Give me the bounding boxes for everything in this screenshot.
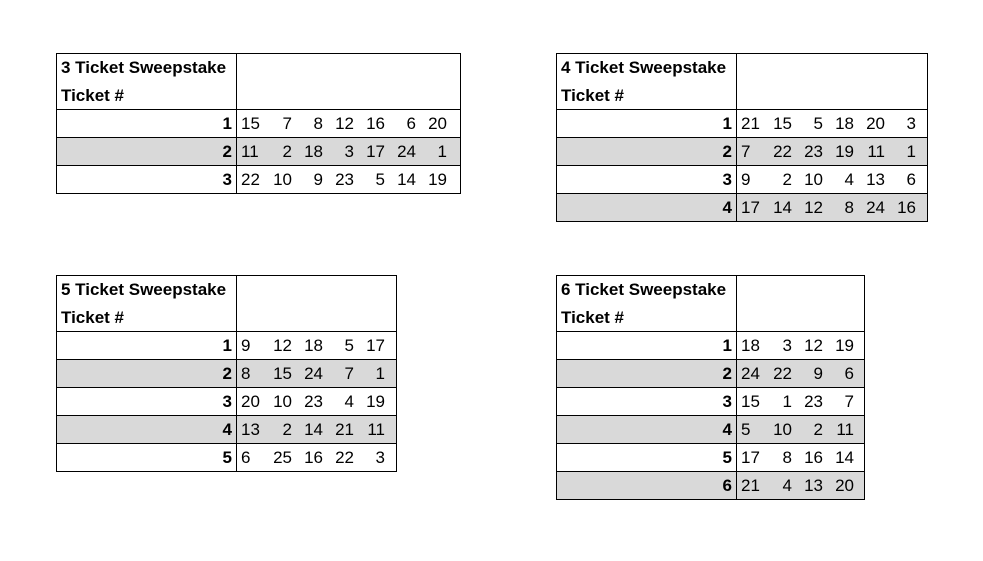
ticket-number-value: 25 (273, 447, 292, 467)
table-row (557, 109, 928, 137)
ticket-number-value: 14 (835, 447, 854, 467)
ticket-number-value: 22 (335, 447, 354, 467)
table-row (57, 165, 461, 193)
table-title: 4 Ticket Sweepstake (557, 54, 737, 82)
ticket-number: 1 (57, 331, 237, 359)
ticket-numbers (737, 359, 865, 387)
ticket-number-value: 23 (304, 391, 323, 411)
table-row (557, 193, 928, 221)
ticket-number-value: 9 (313, 169, 323, 189)
ticket-number-value: 22 (773, 141, 792, 161)
ticket-number-value: 17 (741, 447, 760, 467)
ticket-number-value: 18 (304, 141, 323, 161)
ticket-number: 1 (557, 331, 737, 359)
ticket-number-value: 24 (866, 197, 885, 217)
ticket-number-value: 1 (375, 363, 385, 383)
ticket-numbers (237, 387, 397, 415)
ticket-numbers (237, 415, 397, 443)
ticket-column-header: Ticket # (57, 304, 237, 332)
table-row (557, 137, 928, 165)
ticket-number-value: 11 (367, 419, 385, 439)
ticket-number: 2 (57, 137, 237, 165)
table-row (557, 331, 865, 359)
ticket-number-value: 5 (344, 335, 354, 355)
ticket-numbers (737, 415, 865, 443)
ticket-number-value: 12 (273, 335, 292, 355)
ticket-number-value: 18 (304, 335, 323, 355)
table-row (57, 443, 397, 471)
ticket-numbers (737, 331, 865, 359)
ticket-number-value: 17 (366, 335, 385, 355)
ticket-number-value: 6 (241, 447, 251, 467)
table-row (557, 387, 865, 415)
ticket-number-value: 16 (304, 447, 323, 467)
ticket-number: 2 (557, 137, 737, 165)
ticket-number-value: 20 (428, 113, 447, 133)
table-row (557, 165, 928, 193)
header-blank-cell (737, 54, 928, 110)
ticket-numbers (737, 165, 928, 193)
ticket-number: 1 (57, 109, 237, 137)
ticket-column-header: Ticket # (557, 304, 737, 332)
ticket-number-value: 11 (241, 141, 259, 161)
ticket-number-value: 4 (782, 475, 792, 495)
ticket-numbers (237, 443, 397, 471)
ticket-number: 3 (557, 387, 737, 415)
table-row (57, 387, 397, 415)
ticket-number-value: 19 (366, 391, 385, 411)
ticket-number-value: 4 (844, 169, 854, 189)
sweepstake-table-4 (556, 53, 928, 222)
ticket-number-value: 24 (397, 141, 416, 161)
ticket-number-value: 11 (836, 419, 854, 439)
ticket-number-value: 24 (741, 363, 760, 383)
ticket-number-value: 18 (741, 335, 760, 355)
ticket-number-value: 17 (366, 141, 385, 161)
table-row (557, 471, 865, 499)
sweepstake-table-5 (56, 275, 397, 472)
ticket-number-value: 15 (273, 363, 292, 383)
ticket-numbers (237, 165, 461, 193)
ticket-number: 6 (557, 471, 737, 499)
ticket-numbers (237, 359, 397, 387)
table-row (57, 415, 397, 443)
ticket-number-value: 10 (773, 419, 792, 439)
ticket-number-value: 22 (773, 363, 792, 383)
ticket-number-value: 5 (813, 113, 823, 133)
ticket-number: 4 (57, 415, 237, 443)
ticket-number-value: 2 (782, 169, 792, 189)
ticket-number: 3 (57, 387, 237, 415)
sweepstake-table-6 (556, 275, 865, 500)
ticket-number-value: 21 (335, 419, 354, 439)
ticket-number-value: 8 (241, 363, 251, 383)
table-title: 6 Ticket Sweepstake (557, 276, 737, 304)
ticket-number: 4 (557, 193, 737, 221)
ticket-number-value: 12 (335, 113, 354, 133)
ticket-number-value: 2 (282, 419, 292, 439)
ticket-number-value: 7 (741, 141, 751, 161)
ticket-number-value: 3 (782, 335, 792, 355)
ticket-numbers (737, 443, 865, 471)
ticket-number-value: 21 (741, 113, 760, 133)
ticket-number-value: 19 (428, 169, 447, 189)
table-row (57, 331, 397, 359)
ticket-number-value: 15 (241, 113, 260, 133)
ticket-number-value: 10 (273, 169, 292, 189)
ticket-number-value: 9 (813, 363, 823, 383)
table-row (557, 415, 865, 443)
ticket-number-value: 23 (335, 169, 354, 189)
ticket-number-value: 3 (906, 113, 916, 133)
ticket-number-value: 19 (835, 141, 854, 161)
ticket-number: 3 (57, 165, 237, 193)
ticket-numbers (737, 471, 865, 499)
table-row (557, 443, 865, 471)
ticket-number-value: 22 (241, 169, 260, 189)
ticket-number-value: 12 (804, 335, 823, 355)
ticket-number-value: 12 (804, 197, 823, 217)
ticket-number-value: 9 (741, 169, 751, 189)
ticket-number-value: 7 (344, 363, 354, 383)
ticket-number-value: 6 (844, 363, 854, 383)
ticket-numbers (237, 137, 461, 165)
ticket-number-value: 13 (866, 169, 885, 189)
ticket-numbers (737, 137, 928, 165)
ticket-number-value: 5 (741, 419, 751, 439)
ticket-number-value: 18 (835, 113, 854, 133)
ticket-number-value: 6 (906, 169, 916, 189)
ticket-number: 5 (557, 443, 737, 471)
ticket-number-value: 1 (906, 141, 916, 161)
ticket-numbers (237, 109, 461, 137)
ticket-number: 2 (57, 359, 237, 387)
ticket-number-value: 6 (406, 113, 416, 133)
ticket-number-value: 8 (313, 113, 323, 133)
ticket-number-value: 7 (282, 113, 292, 133)
ticket-number-value: 23 (804, 141, 823, 161)
ticket-column-header: Ticket # (57, 82, 237, 110)
ticket-number-value: 9 (241, 335, 251, 355)
table-row (57, 109, 461, 137)
ticket-number-value: 20 (866, 113, 885, 133)
ticket-numbers (737, 109, 928, 137)
ticket-number: 3 (557, 165, 737, 193)
ticket-number-value: 14 (773, 197, 792, 217)
sweepstake-table-3 (56, 53, 461, 194)
ticket-number-value: 2 (282, 141, 292, 161)
ticket-numbers (737, 387, 865, 415)
ticket-number: 1 (557, 109, 737, 137)
ticket-number-value: 21 (741, 475, 760, 495)
ticket-number: 2 (557, 359, 737, 387)
ticket-number-value: 3 (344, 141, 354, 161)
ticket-number-value: 4 (344, 391, 354, 411)
ticket-number-value: 20 (241, 391, 260, 411)
ticket-number-value: 11 (867, 141, 885, 161)
ticket-number-value: 16 (897, 197, 916, 217)
ticket-number-value: 1 (437, 141, 447, 161)
ticket-number-value: 15 (741, 391, 760, 411)
ticket-number: 5 (57, 443, 237, 471)
ticket-number-value: 23 (804, 391, 823, 411)
table-row (557, 359, 865, 387)
table-title: 5 Ticket Sweepstake (57, 276, 237, 304)
header-blank-cell (737, 276, 865, 332)
ticket-number-value: 13 (241, 419, 260, 439)
ticket-number: 4 (557, 415, 737, 443)
header-blank-cell (237, 54, 461, 110)
ticket-number-value: 15 (773, 113, 792, 133)
ticket-number-value: 19 (835, 335, 854, 355)
ticket-number-value: 8 (844, 197, 854, 217)
ticket-number-value: 10 (804, 169, 823, 189)
ticket-numbers (237, 331, 397, 359)
table-row (57, 137, 461, 165)
ticket-number-value: 20 (835, 475, 854, 495)
ticket-number-value: 14 (397, 169, 416, 189)
ticket-column-header: Ticket # (557, 82, 737, 110)
ticket-number-value: 5 (375, 169, 385, 189)
ticket-number-value: 14 (304, 419, 323, 439)
ticket-number-value: 13 (804, 475, 823, 495)
ticket-number-value: 1 (782, 391, 792, 411)
table-row (57, 359, 397, 387)
header-blank-cell (237, 276, 397, 332)
table-title: 3 Ticket Sweepstake (57, 54, 237, 82)
ticket-number-value: 16 (366, 113, 385, 133)
ticket-number-value: 10 (273, 391, 292, 411)
ticket-numbers (737, 193, 928, 221)
ticket-number-value: 8 (782, 447, 792, 467)
ticket-number-value: 7 (844, 391, 854, 411)
ticket-number-value: 2 (813, 419, 823, 439)
ticket-number-value: 24 (304, 363, 323, 383)
ticket-number-value: 3 (375, 447, 385, 467)
ticket-number-value: 16 (804, 447, 823, 467)
ticket-number-value: 17 (741, 197, 760, 217)
